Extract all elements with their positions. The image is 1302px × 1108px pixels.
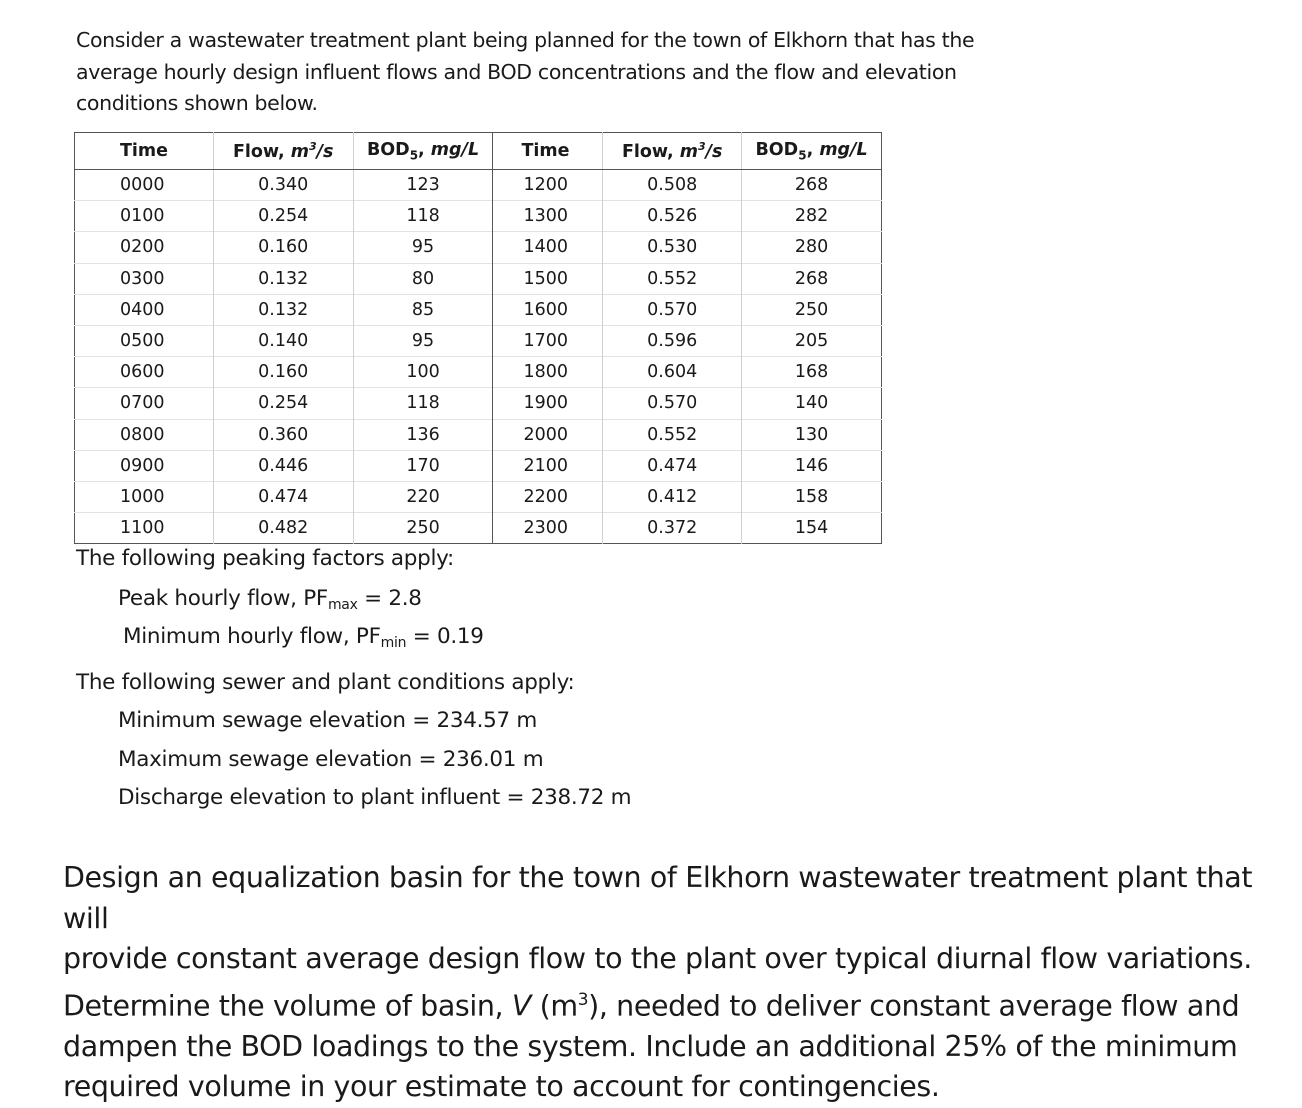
bod-cell: 250 xyxy=(742,294,882,325)
flow-cell: 0.132 xyxy=(213,263,353,294)
table-row xyxy=(75,513,882,544)
flow-cell: 0.160 xyxy=(213,232,353,263)
time-cell: 1100 xyxy=(75,513,214,544)
table-row xyxy=(75,357,882,388)
flow-cell: 0.526 xyxy=(603,201,742,232)
bod-cell: 146 xyxy=(742,450,882,481)
time-cell: 0000 xyxy=(75,170,214,201)
time-cell: 1500 xyxy=(493,263,603,294)
bod-cell: 123 xyxy=(353,170,493,201)
flow-cell: 0.508 xyxy=(603,170,742,201)
bod-cell: 85 xyxy=(353,294,493,325)
table-row xyxy=(75,325,882,356)
design-question xyxy=(63,858,1288,1108)
flow-cell: 0.552 xyxy=(603,263,742,294)
time-cell: 2200 xyxy=(493,481,603,512)
peak-hourly-flow: Peak hourly flow, $PF_{max} = 2.8$ xyxy=(118,586,422,613)
flow-cell: 0.474 xyxy=(213,481,353,512)
time-cell: 1200 xyxy=(493,170,603,201)
time-cell: 2100 xyxy=(493,450,603,481)
bod-cell: 140 xyxy=(742,388,882,419)
intro-paragraph xyxy=(76,25,1076,120)
header-bod-2: $BOD_5$, mg/L xyxy=(742,133,882,170)
table-row xyxy=(75,263,882,294)
time-cell: 1600 xyxy=(493,294,603,325)
flow-cell: 0.360 xyxy=(213,419,353,450)
time-cell: 1300 xyxy=(493,201,603,232)
flow-cell: 0.604 xyxy=(603,357,742,388)
table-row xyxy=(75,232,882,263)
peaking-heading: The following peaking factors apply: xyxy=(76,546,454,571)
question-line-3: Determine the volume of basin, V $(m^3)$, needed to deliver constant average flow and xyxy=(63,989,1240,1022)
flow-cell: 0.372 xyxy=(603,513,742,544)
bod-cell: 80 xyxy=(353,263,493,294)
intro-line-1: Consider a wastewater treatment plant being planned for the town of Elkhorn that has the xyxy=(76,28,975,52)
flow-cell: 0.340 xyxy=(213,170,353,201)
bod-cell: 168 xyxy=(742,357,882,388)
bod-cell: 282 xyxy=(742,201,882,232)
bod-cell: 220 xyxy=(353,481,493,512)
header-flow-1: Flow, $m^3/s$ xyxy=(213,133,353,170)
conditions-heading: The following sewer and plant conditions apply: xyxy=(76,670,575,695)
flow-cell: 0.530 xyxy=(603,232,742,263)
flow-cell: 0.254 xyxy=(213,201,353,232)
bod-cell: 268 xyxy=(742,263,882,294)
question-line-5: required volume in your estimate to account for contingencies. xyxy=(63,1070,940,1103)
bod-cell: 100 xyxy=(353,357,493,388)
flow-cell: 0.160 xyxy=(213,357,353,388)
header-flow-2: Flow, $m^3/s$ xyxy=(603,133,742,170)
table-row xyxy=(75,419,882,450)
flow-cell: 0.570 xyxy=(603,294,742,325)
min-sewage-elevation: Minimum sewage elevation = 234.57 m xyxy=(118,708,538,733)
bod-cell: 280 xyxy=(742,232,882,263)
intro-line-3: conditions shown below. xyxy=(76,91,318,115)
table-row xyxy=(75,170,882,201)
bod-cell: 118 xyxy=(353,201,493,232)
bod-cell: 154 xyxy=(742,513,882,544)
time-cell: 1800 xyxy=(493,357,603,388)
time-cell: 1000 xyxy=(75,481,214,512)
discharge-elevation: Discharge elevation to plant influent = 238.72 m xyxy=(118,785,632,810)
header-time-1: Time xyxy=(75,133,214,170)
time-cell: 2300 xyxy=(493,513,603,544)
header-bod-1: $BOD_5$, mg/L xyxy=(353,133,493,170)
bod-cell: 158 xyxy=(742,481,882,512)
table-row xyxy=(75,201,882,232)
question-line-2: provide constant average design flow to the plant over typical diurnal flow variations. xyxy=(63,942,1252,975)
flow-cell: 0.596 xyxy=(603,325,742,356)
minimum-hourly-flow: Minimum hourly flow, $PF_{min} = 0.19$ xyxy=(123,624,484,651)
question-line-1: Design an equalization basin for the town of Elkhorn wastewater treatment plant that will xyxy=(63,861,1253,935)
time-cell: 0600 xyxy=(75,357,214,388)
flow-cell: 0.132 xyxy=(213,294,353,325)
flow-cell: 0.482 xyxy=(213,513,353,544)
flow-cell: 0.552 xyxy=(603,419,742,450)
max-sewage-elevation: Maximum sewage elevation = 236.01 m xyxy=(118,747,544,772)
bod-cell: 268 xyxy=(794,175,829,196)
table-header-row xyxy=(75,133,882,170)
table-row xyxy=(75,388,882,419)
time-cell: 0400 xyxy=(75,294,214,325)
time-cell: 0200 xyxy=(75,232,214,263)
flow-bod-table xyxy=(74,132,882,544)
bod-cell: 95 xyxy=(353,232,493,263)
flow-cell: 0.446 xyxy=(213,450,353,481)
time-cell: 1400 xyxy=(493,232,603,263)
flow-cell: 0.570 xyxy=(603,388,742,419)
flow-cell: 0.474 xyxy=(603,450,742,481)
time-cell: 2000 xyxy=(493,419,603,450)
bod-cell: 118 xyxy=(353,388,493,419)
flow-cell: 0.254 xyxy=(213,388,353,419)
table-row xyxy=(75,450,882,481)
bod-cell: 170 xyxy=(353,450,493,481)
bod-cell: 136 xyxy=(353,419,493,450)
time-cell: 1900 xyxy=(493,388,603,419)
intro-line-2: average hourly design influent flows and BOD concentrations and the flow and elevation xyxy=(76,59,957,84)
bod-cell: 250 xyxy=(353,513,493,544)
header-time-2: Time xyxy=(493,133,603,170)
bod-cell: 205 xyxy=(742,325,882,356)
time-cell: 0900 xyxy=(75,450,214,481)
time-cell: 1700 xyxy=(493,325,603,356)
bod-cell: 130 xyxy=(742,419,882,450)
time-cell: 0100 xyxy=(75,201,214,232)
time-cell: 0700 xyxy=(75,388,214,419)
flow-cell: 0.140 xyxy=(213,325,353,356)
time-cell: 0300 xyxy=(75,263,214,294)
bod-cell: 95 xyxy=(353,325,493,356)
question-line-4: dampen the BOD loadings to the system. Include an additional 25% of the minimum xyxy=(63,1029,1238,1063)
table-row xyxy=(75,481,882,512)
time-cell: 0800 xyxy=(75,419,214,450)
flow-cell: 0.412 xyxy=(603,481,742,512)
time-cell: 0500 xyxy=(75,325,214,356)
table-row xyxy=(75,294,882,325)
